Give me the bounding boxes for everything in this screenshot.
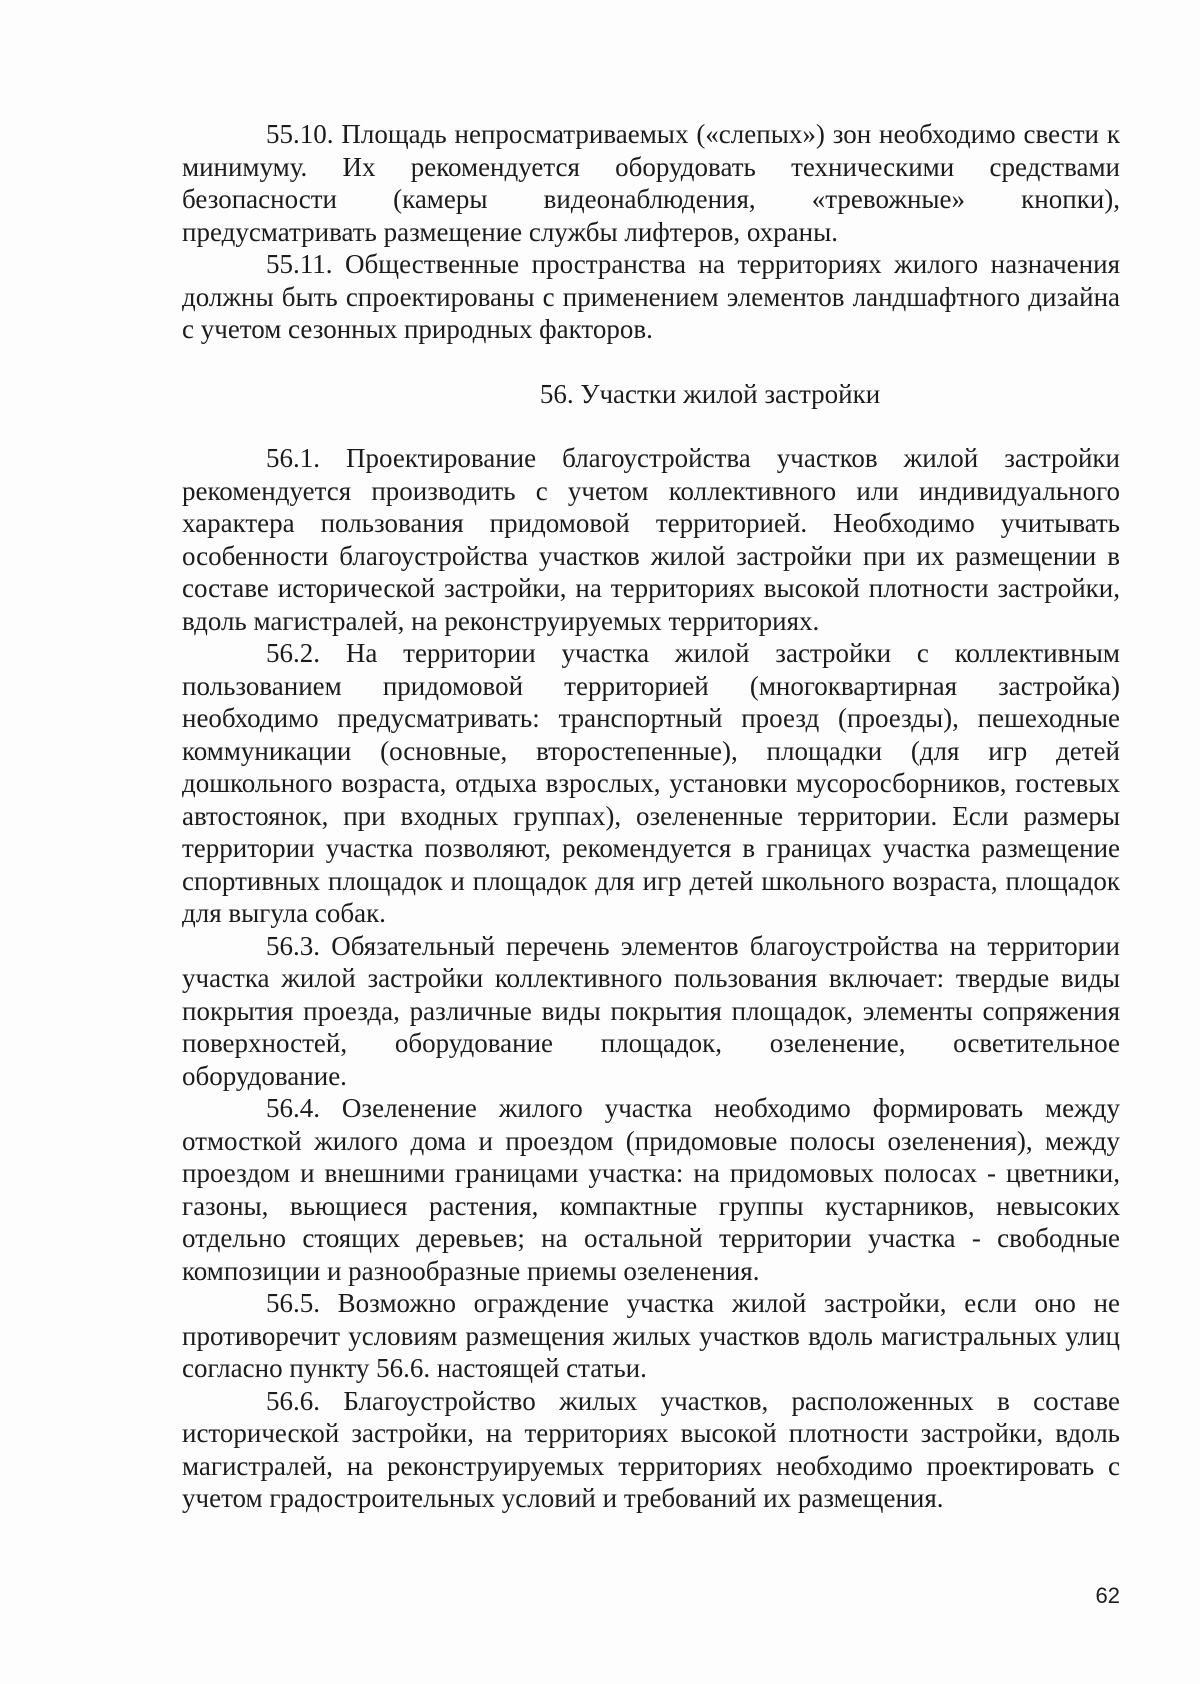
section-heading: 56. Участки жилой застройки [539, 378, 881, 409]
page-number: 62 [1095, 1583, 1120, 1608]
paragraph-56-2: 56.2. На территории участка жилой застройки с коллективным пользованием придомовой территорией (многоквартирная застройка) необходимо предусматривать: транспортный проезд (проезды), пешеходные коммуникации (основные, второстепенные), площадки (для игр детей дошкольного возраста, отдыха взрослых, установки мусоросборников, гостевых автостоянок, при входных группах), озелененные территории. Если размеры территории участка позволяют, рекомендуется в границах участка размещение спортивных площадок и площадок для игр детей школьного возраста, площадок для выгула собак. [182, 638, 1120, 928]
paragraph-56-1: 56.1. Проектирование благоустройства участков жилой застройки рекомендуется производить с учетом коллективного или индивидуального характера пользования придомовой территорией. Необходимо учитывать особенности благоустройства участков жилой застройки при их размещении в составе исторической застройки, на территориях высокой плотности застройки, вдоль магистралей, на реконструируемых территориях. [182, 443, 1120, 636]
paragraph-56-3: 56.3. Обязательный перечень элементов благоустройства на территории участка жилой застройки коллективного пользования включает: твердые виды покрытия проезда, различные виды покрытия площадок, элементы сопряжения поверхностей, оборудование площадок, озеленение, осветительное оборудование. [182, 930, 1120, 1091]
paragraph-56-6: 56.6. Благоустройство жилых участков, расположенных в составе исторической застройки, на территориях высокой плотности застройки, вдоль магистралей, на реконструируемых территориях необходимо проектировать с учетом градостроительных условий и требований их размещения. [182, 1385, 1120, 1513]
document-body [182, 118, 1120, 1515]
paragraph-56-5: 56.5. Возможно ограждение участка жилой застройки, если оно не противоречит условиям размещения жилых участков вдоль магистральных улиц согласно пункту 56.6. настоящей статьи. [182, 1288, 1120, 1383]
paragraph-55-10: 55.10. Площадь непросматриваемых («слепых») зон необходимо свести к минимуму. Их рекомендуется оборудовать техническими средствами безопасности (камеры видеонаблюдения, «тревожные» кнопки), предусматривать размещение службы лифтеров, охраны. [182, 119, 1120, 247]
paragraph-56-4: 56.4. Озеленение жилого участка необходимо формировать между отмосткой жилого дома и проездом (придомовые полосы озеленения), между проездом и внешними границами участка: на придомовых полосах - цветники, газоны, вьющиеся растения, компактные группы кустарников, невысоких отдельно стоящих деревьев; на остальной территории участка - свободные композиции и разнообразные приемы озеленения. [182, 1093, 1120, 1286]
paragraph-55-11: 55.11. Общественные пространства на территориях жилого назначения должны быть спроектированы с применением элементов ландшафтного дизайна с учетом сезонных природных факторов. [182, 249, 1120, 344]
